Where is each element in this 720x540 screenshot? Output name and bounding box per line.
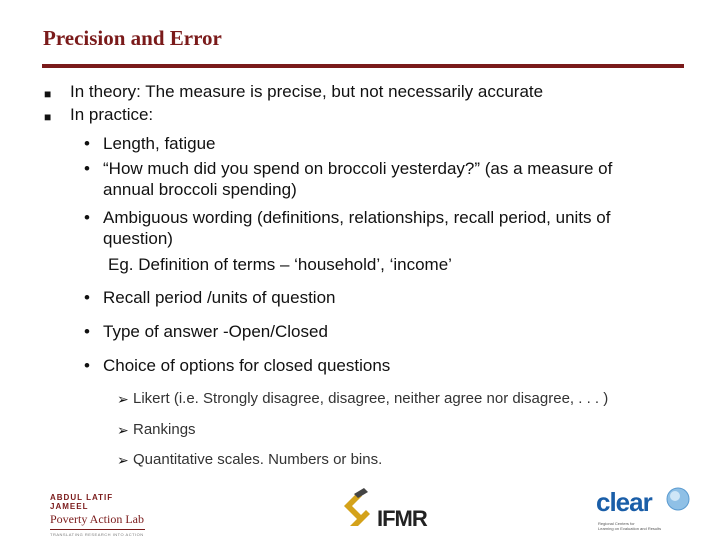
clear-logo-text: clear — [596, 487, 652, 517]
bullet-practice: In practice: — [70, 105, 154, 124]
jpal-logo-tagline: TRANSLATING RESEARCH INTO ACTION — [50, 532, 144, 537]
clear-logo — [596, 487, 696, 537]
jpal-logo-top: ABDUL LATIF JAMEEL — [50, 493, 114, 511]
slide-title: Precision and Error — [43, 26, 222, 50]
bullet-recall-period: Recall period /units of question — [103, 288, 336, 307]
globe-icon — [666, 487, 690, 511]
arrow-bullet-icon: ➢ — [117, 452, 129, 468]
clear-logo-subtitle — [598, 521, 661, 531]
title-divider — [42, 64, 684, 68]
ifmr-logo-text: IFMR — [377, 506, 427, 531]
clear-subtitle-line2: Learning on Evaluation and Results — [598, 526, 662, 531]
round-bullet-icon: • — [84, 134, 90, 153]
bullet-ambiguous-line1: Ambiguous wording (definitions, relationships, recall period, units of — [103, 208, 611, 227]
bullet-likert: Likert (i.e. Strongly disagree, disagree, neither agree nor disagree, . . . ) — [133, 390, 609, 407]
bullet-quantitative: Quantitative scales. Numbers or bins. — [133, 451, 383, 468]
square-bullet-icon: ■ — [44, 110, 52, 124]
bullet-theory: In theory: The measure is precise, but not necessarily accurate — [70, 82, 544, 101]
clear-subtitle-line1: Regional Centers for — [598, 521, 635, 526]
round-bullet-icon: • — [84, 356, 90, 375]
ifmr-emblem-icon — [340, 486, 380, 534]
example-definition: Eg. Definition of terms – ‘household’, ‘income’ — [108, 255, 452, 274]
bullet-broccoli-line1: “How much did you spend on broccoli yesterday?” (as a measure of — [103, 159, 613, 178]
ifmr-logo — [340, 486, 440, 534]
bullet-ambiguous-line2: question) — [103, 229, 173, 248]
jpal-logo — [50, 493, 145, 537]
round-bullet-icon: • — [84, 322, 90, 341]
jpal-logo-name: Poverty Action Lab — [50, 512, 144, 526]
arrow-bullet-icon: ➢ — [117, 422, 129, 438]
bullet-rankings: Rankings — [133, 421, 196, 438]
bullet-choice-options: Choice of options for closed questions — [103, 356, 391, 375]
arrow-bullet-icon: ➢ — [117, 391, 129, 407]
round-bullet-icon: • — [84, 208, 90, 227]
round-bullet-icon: • — [84, 288, 90, 307]
square-bullet-icon: ■ — [44, 87, 52, 101]
bullet-answer-type: Type of answer -Open/Closed — [103, 322, 328, 341]
bullet-broccoli-line2: annual broccoli spending) — [103, 180, 297, 199]
round-bullet-icon: • — [84, 159, 90, 178]
bullet-length-fatigue: Length, fatigue — [103, 134, 216, 153]
jpal-logo-divider — [50, 529, 145, 530]
